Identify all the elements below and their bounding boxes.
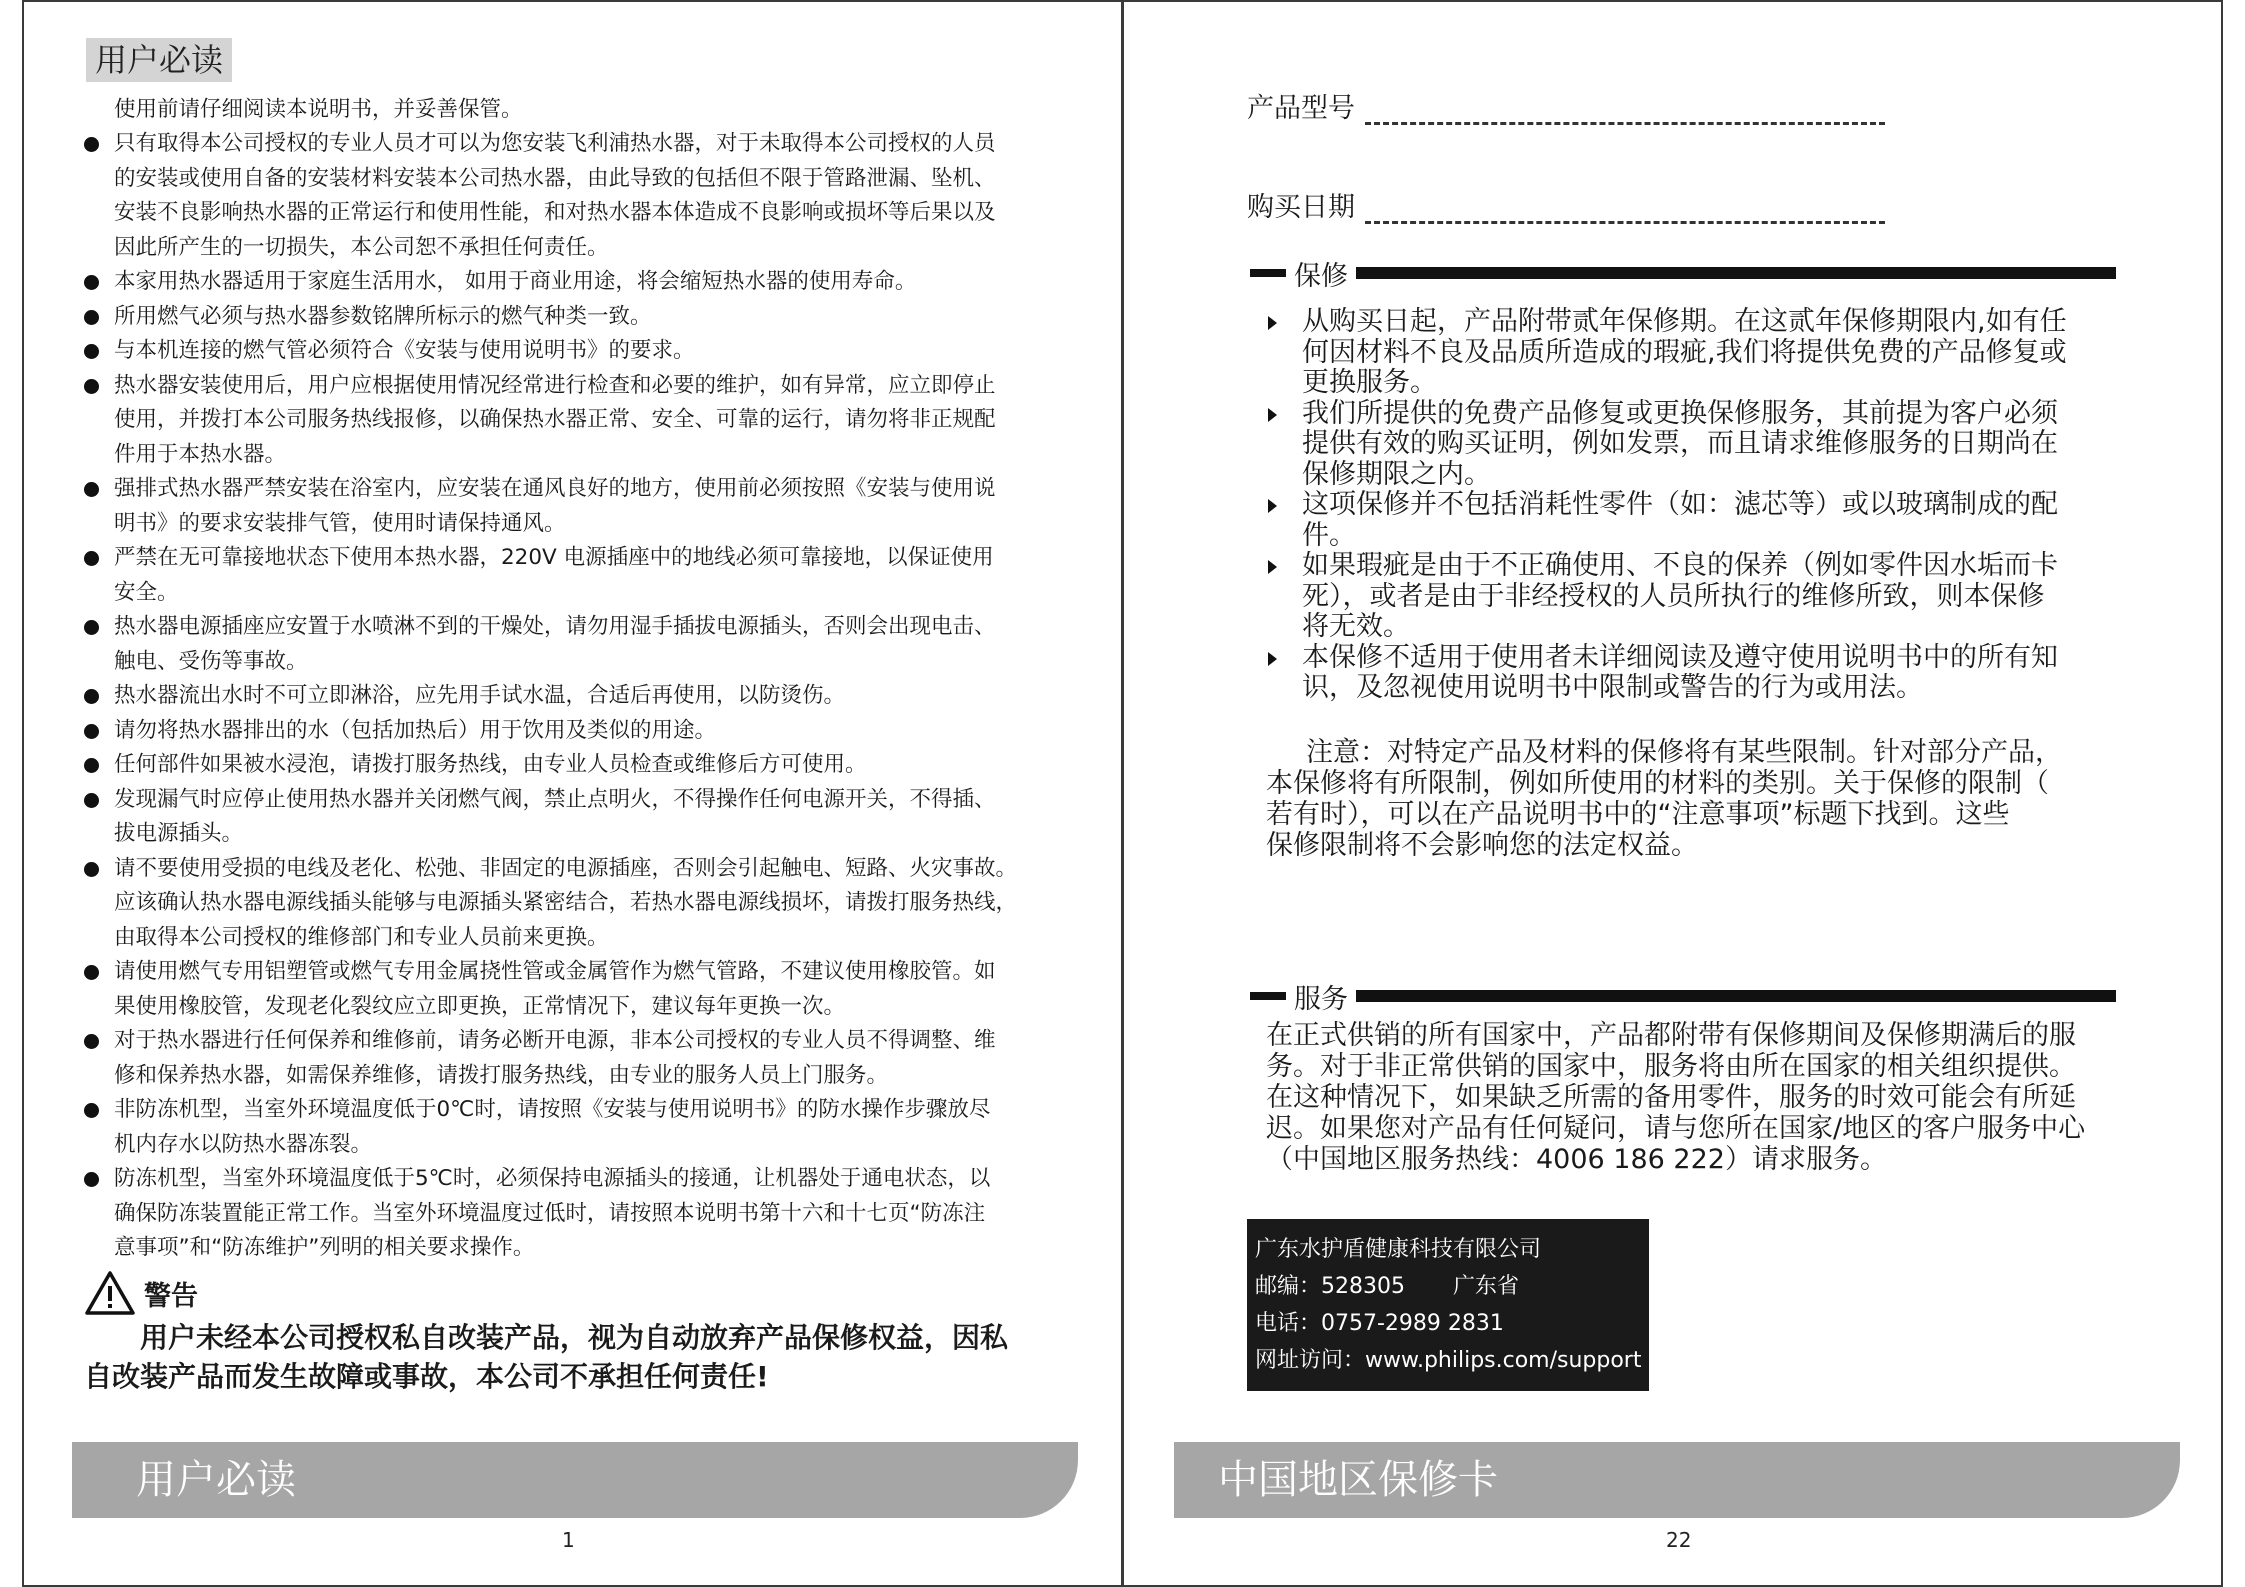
service-text [1266, 1020, 2085, 1175]
company-phone: 电话：0757-2989 2831 [1255, 1311, 1504, 1336]
purchase-date-blank-line [1365, 207, 1885, 224]
list-item-line: 与本机连接的燃气管必须符合《安装与使用说明书》的要求。 [114, 338, 695, 363]
list-item-line: 死），或者是由于非经授权的人员所执行的维修所致，则本保修 [1302, 580, 2045, 612]
list-item [84, 334, 1017, 369]
bullet-icon [84, 310, 99, 325]
list-item-line: 确保防冻装置能正常工作。当室外环境温度过低时，请按照本说明书第十六和十七页“防冻注 [114, 1200, 986, 1226]
list-item [84, 748, 1017, 783]
list-item-line: 请使用燃气专用铝塑管或燃气专用金属挠性管或金属管作为燃气管路，不建议使用橡胶管。如 [114, 959, 996, 984]
list-item-line: 明书》的要求安装排气管，使用时请保持通风。 [114, 510, 566, 536]
warranty-heading [1250, 254, 2116, 292]
list-item-line: 更换服务。 [1302, 367, 1437, 398]
list-item-line: 热水器安装使用后，用户应根据使用情况经常进行检查和必要的维护，如有异常，应立即停止 [114, 372, 996, 398]
list-item-line: 因此所产生的一切损失，本公司恕不承担任何责任。 [114, 234, 609, 260]
warranty-note [1266, 737, 2062, 861]
list-item [1262, 307, 2067, 399]
section-tag: 用户必读 [86, 38, 232, 82]
list-item-line: 本家用热水器适用于家庭生活用水， 如用于商业用途，将会缩短热水器的使用寿命。 [114, 269, 917, 294]
service-line: 迟。如果您对产品有任何疑问，请与您所在国家/地区的客户服务中心 [1266, 1113, 2086, 1144]
list-item-line: 只有取得本公司授权的专业人员才可以为您安装飞利浦热水器，对于未取得本公司授权的人员 [114, 131, 996, 156]
list-item [84, 369, 1017, 473]
left-page [0, 0, 1122, 1587]
heading-rule [1356, 990, 2116, 1002]
list-item-line: 由取得本公司授权的维修部门和专业人员前来更换。 [114, 924, 609, 950]
list-item-line: 机内存水以防热水器冻裂。 [114, 1131, 373, 1157]
list-item [84, 472, 1017, 541]
triangle-bullet-icon [1268, 652, 1277, 666]
list-item-line: 应该确认热水器电源线插头能够与电源插头紧密结合，若热水器电源线损坏，请拨打服务热线， [114, 890, 1018, 915]
company-info-box [1247, 1219, 1649, 1391]
list-item-line: 对于热水器进行任何保养和维修前，请务必断开电源，非本公司授权的专业人员不得调整、维 [114, 1028, 996, 1053]
list-item [84, 127, 1017, 265]
list-item-line: 安全。 [114, 579, 179, 605]
bullet-icon [84, 379, 99, 394]
list-item-line: 所用燃气必须与热水器参数铭牌所标示的燃气种类一致。 [114, 303, 652, 329]
note-line: 本保修将有所限制，例如所使用的材料的类别。关于保修的限制（ [1266, 768, 2049, 799]
triangle-bullet-icon [1268, 316, 1277, 330]
company-postcode: 邮编：528305 [1255, 1274, 1405, 1299]
safety-rules-list [84, 127, 1017, 1266]
warranty-heading-label: 保修 [1294, 260, 1348, 292]
warning-line: 自改装产品而发生故障或事故，本公司不承担任何责任! [84, 1360, 769, 1393]
list-item-line: 从购买日起，产品附带贰年保修期。在这贰年保修期限内,如有任 [1302, 306, 2067, 337]
page-number-left: 1 [562, 1528, 575, 1552]
company-name: 广东水护盾健康科技有限公司 [1255, 1237, 1542, 1262]
heading-bar [1250, 992, 1286, 1000]
model-field [1247, 86, 1885, 125]
warning-block [84, 1268, 1008, 1396]
list-item [84, 300, 1017, 335]
footer-band-left [72, 1442, 1078, 1518]
list-item-line: 保修期限之内。 [1302, 458, 1491, 490]
bullet-icon [84, 137, 99, 152]
warning-title: 警告 [144, 1280, 198, 1312]
bullet-icon [84, 1172, 99, 1187]
list-item-line: 件用于本热水器。 [114, 441, 287, 467]
bullet-icon [84, 862, 99, 877]
list-item [84, 1162, 1017, 1266]
list-item [84, 852, 1017, 956]
warning-line: 用户未经本公司授权私自改装产品，视为自动放弃产品保修权益，因私 [140, 1321, 1009, 1354]
list-item-line: 提供有效的购买证明，例如发票，而且请求维修服务的日期尚在 [1302, 428, 2058, 459]
list-item-line: 热水器流出水时不可立即淋浴，应先用手试水温，合适后再使用，以防烫伤。 [114, 683, 846, 708]
list-item-line: 触电、受伤等事故。 [114, 648, 308, 674]
list-item [84, 541, 1017, 610]
list-item-line: 拔电源插头。 [114, 821, 244, 846]
service-heading [1250, 977, 2116, 1015]
warranty-terms-list [1262, 307, 2067, 704]
list-item [84, 1093, 1017, 1162]
triangle-bullet-icon [1268, 408, 1277, 422]
list-item-line: 我们所提供的免费产品修复或更换保修服务，其前提为客户必须 [1302, 397, 2058, 429]
bullet-icon [84, 965, 99, 980]
list-item-line: 防冻机型，当室外环境温度低于5℃时，必须保持电源插头的接通，让机器处于通电状态，以 [114, 1166, 991, 1191]
bullet-icon [84, 620, 99, 635]
intro-text: 使用前请仔细阅读本说明书，并妥善保管。 [114, 97, 523, 122]
triangle-bullet-icon [1268, 560, 1277, 574]
footer-band-right [1174, 1442, 2180, 1518]
list-item-line: 请勿将热水器排出的水（包括加热后）用于饮用及类似的用途。 [114, 717, 717, 743]
note-line: 注意：对特定产品及材料的保修将有某些限制。针对部分产品， [1306, 737, 2062, 768]
list-item-line: 强排式热水器严禁安装在浴室内，应安装在通风良好的地方，使用前必须按照《安装与使用说 [114, 476, 996, 501]
bullet-icon [84, 1034, 99, 1049]
service-heading-label: 服务 [1294, 983, 1348, 1015]
list-item [84, 1024, 1017, 1093]
list-item-line: 请不要使用受损的电线及老化、松弛、非固定的电源插座，否则会引起触电、短路、火灾事故。 [114, 855, 1018, 881]
warning-triangle-icon [84, 1270, 136, 1316]
bullet-icon [84, 758, 99, 773]
list-item-line: 何因材料不良及品质所造成的瑕疵,我们将提供免费的产品修复或 [1302, 336, 2067, 368]
note-line: 若有时），可以在产品说明书中的“注意事项”标题下找到。这些 [1266, 799, 2010, 830]
list-item-line: 安装不良影响热水器的正常运行和使用性能，和对热水器本体造成不良影响或损坏等后果以及 [114, 200, 996, 225]
list-item-line: 非防冻机型，当室外环境温度低于0℃时，请按照《安装与使用说明书》的防水操作步骤放尽 [114, 1097, 991, 1122]
heading-rule [1356, 267, 2116, 279]
list-item-line: 热水器电源插座应安置于水喷淋不到的干燥处，请勿用湿手插拔电源插头，否则会出现电击、 [114, 614, 996, 639]
list-item-line: 件。 [1302, 519, 1356, 551]
triangle-bullet-icon [1268, 499, 1277, 513]
list-item-line: 严禁在无可靠接地状态下使用本热水器，220V 电源插座中的地线必须可靠接地，以保证使用 [114, 545, 994, 570]
company-postcode-row [1255, 1268, 1649, 1305]
model-label: 产品型号 [1247, 93, 1355, 124]
bullet-icon [84, 724, 99, 739]
list-item [84, 783, 1017, 852]
purchase-date-label: 购买日期 [1247, 192, 1355, 223]
list-item-line: 识，及忽视使用说明书中限制或警告的行为或用法。 [1302, 672, 1923, 703]
bullet-icon [84, 275, 99, 290]
service-line: （中国地区服务热线：4006 186 222）请求服务。 [1266, 1144, 1887, 1175]
list-item-line: 果使用橡胶管，发现老化裂纹应立即更换，正常情况下，建议每年更换一次。 [114, 993, 846, 1019]
list-item [84, 679, 1017, 714]
list-item-line: 使用，并拨打本公司服务热线报修，以确保热水器正常、安全、可靠的运行，请勿将非正规配 [114, 407, 996, 432]
bullet-icon [84, 482, 99, 497]
list-item [1262, 643, 2067, 704]
list-item-line: 将无效。 [1302, 611, 1410, 642]
list-item-line: 意事项”和“防冻维护”列明的相关要求操作。 [114, 1235, 535, 1260]
list-item [1262, 551, 2067, 643]
list-item [84, 610, 1017, 679]
bullet-icon [84, 793, 99, 808]
list-item-line: 的安装或使用自备的安装材料安装本公司热水器，由此导致的包括但不限于管路泄漏、坠机、 [114, 165, 996, 191]
list-item-line: 发现漏气时应停止使用热水器并关闭燃气阀，禁止点明火，不得操作任何电源开关，不得插、 [114, 786, 996, 812]
footer-title: 中国地区保修卡 [1218, 1457, 1498, 1503]
heading-bar [1250, 269, 1286, 277]
list-item-line: 修和保养热水器，如需保养维修，请拨打服务热线，由专业的服务人员上门服务。 [114, 1062, 889, 1088]
purchase-date-field [1247, 185, 1885, 224]
footer-title: 用户必读 [136, 1457, 296, 1503]
list-item-line: 任何部件如果被水浸泡，请拨打服务热线，由专业人员检查或维修后方可使用。 [114, 752, 867, 777]
list-item-line: 如果瑕疵是由于不正确使用、不良的保养（例如零件因水垢而卡 [1302, 550, 2058, 581]
bullet-icon [84, 344, 99, 359]
list-item [84, 265, 1017, 300]
company-website: 网址访问：www.philips.com/support [1255, 1348, 1642, 1373]
list-item-line: 本保修不适用于使用者未详细阅读及遵守使用说明书中的所有知 [1302, 641, 2058, 673]
bullet-icon [84, 1103, 99, 1118]
service-line: 在正式供销的所有国家中，产品都附带有保修期间及保修期满后的服 [1266, 1020, 2076, 1051]
bullet-icon [84, 551, 99, 566]
page-number-right: 22 [1666, 1528, 1692, 1552]
list-item [84, 955, 1017, 1024]
bullet-icon [84, 689, 99, 704]
note-line: 保修限制将不会影响您的法定权益。 [1266, 830, 1698, 861]
list-item-line: 这项保修并不包括消耗性零件（如：滤芯等）或以玻璃制成的配 [1302, 489, 2058, 520]
company-province: 广东省 [1452, 1274, 1519, 1299]
service-line: 务。对于非正常供销的国家中，服务将由所在国家的相关组织提供。 [1266, 1051, 2076, 1082]
model-blank-line [1365, 108, 1885, 125]
service-line: 在这种情况下，如果缺乏所需的备用零件，服务的时效可能会有所延 [1266, 1082, 2076, 1113]
right-border [2221, 0, 2223, 1587]
list-item [1262, 490, 2067, 551]
list-item [84, 714, 1017, 749]
list-item [1262, 399, 2067, 491]
